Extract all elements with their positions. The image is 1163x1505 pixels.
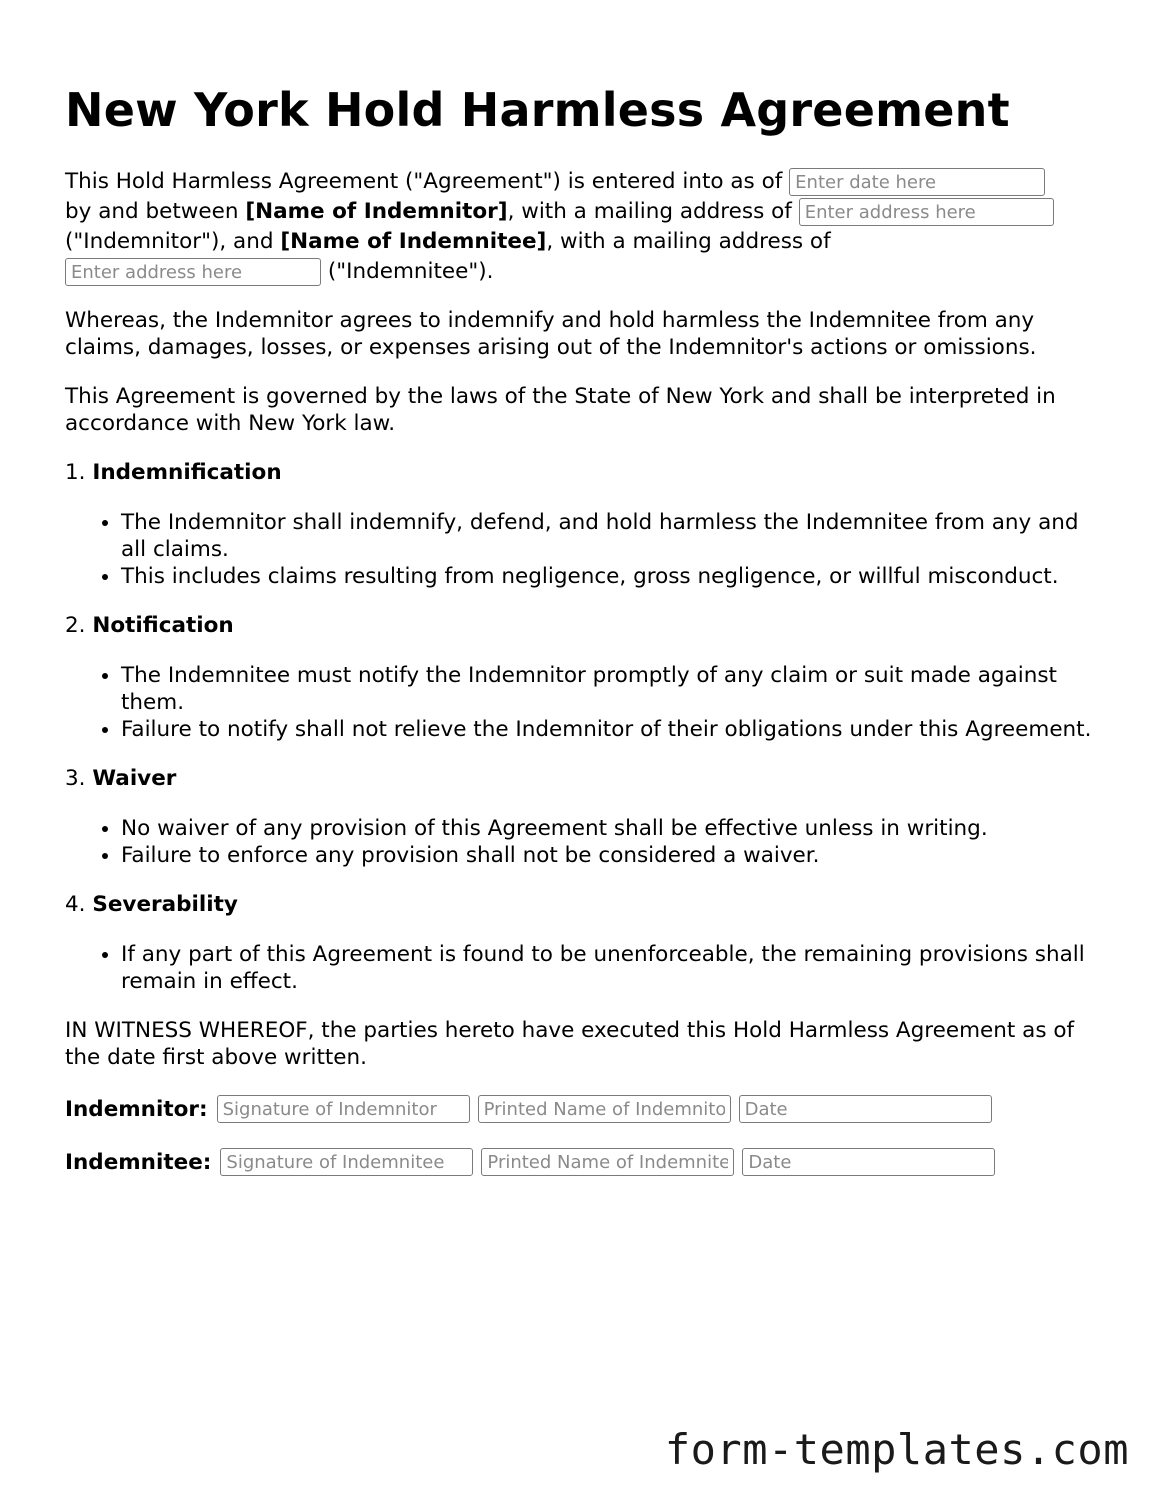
intro-text-2: by and between (65, 199, 239, 224)
section-indemnification (65, 459, 1105, 590)
indemnitee-label: Indemnitee: (65, 1149, 212, 1175)
section-heading (65, 612, 1105, 639)
indemnitee-date-input[interactable] (742, 1148, 995, 1176)
section-heading (65, 459, 1105, 486)
bullet-list (65, 509, 1105, 590)
section-number: 3. (65, 766, 86, 791)
indemnitee-signature-input[interactable] (220, 1148, 473, 1176)
document-title: New York Hold Harmless Agreement (65, 83, 1010, 137)
intro-text-5: , with a mailing address of (546, 229, 831, 254)
witness-paragraph: IN WITNESS WHEREOF, the parties hereto have executed this Hold Harmless Agreement as of the date first above written. (65, 1018, 1075, 1070)
list-item: • The Indemnitor shall indemnify, defend, and hold harmless the Indemnitee from any and all claims. (121, 509, 1105, 563)
indemnitee-signature-row (65, 1146, 1105, 1178)
intro-text-6: ("Indemnitee"). (327, 259, 494, 284)
bullet-list (65, 662, 1105, 743)
indemnitor-label: Indemnitor: (65, 1096, 208, 1122)
indemnitor-signature-row (65, 1093, 1105, 1125)
watermark: form-templates.com (664, 1425, 1129, 1474)
document-page (65, 82, 1105, 1178)
section-severability (65, 891, 1105, 995)
list-item: • No waiver of any provision of this Agreement shall be effective unless in writing. (121, 815, 1105, 842)
bullet-list (65, 815, 1105, 869)
section-title: Severability (92, 892, 238, 917)
whereas-paragraph: Whereas, the Indemnitor agrees to indemnify and hold harmless the Indemnitee from any claims, damages, losses, or expenses arising out of the Indemnitor's actions or omissions. (65, 308, 1037, 360)
intro-text-3: , with a mailing address of (507, 199, 792, 224)
list-item: • If any part of this Agreement is found to be unenforceable, the remaining provisions shall remain in effect. (121, 941, 1105, 995)
intro-text-1: This Hold Harmless Agreement ("Agreement") is entered into as of (65, 169, 783, 194)
section-title: Notification (92, 613, 234, 638)
section-number: 4. (65, 892, 86, 917)
list-item: • The Indemnitee must notify the Indemnitor promptly of any claim or suit made against them. (121, 662, 1105, 716)
agreement-date-input[interactable] (789, 168, 1045, 196)
indemnitor-signature-input[interactable] (217, 1095, 470, 1123)
section-title: Indemnification (92, 460, 282, 485)
intro-paragraph (65, 167, 1105, 287)
indemnitor-printed-name-input[interactable] (478, 1095, 731, 1123)
list-item: • This includes claims resulting from negligence, gross negligence, or willful misconduct. (121, 563, 1105, 590)
indemnitor-date-input[interactable] (739, 1095, 992, 1123)
list-item: • Failure to enforce any provision shall not be considered a waiver. (121, 842, 1105, 869)
indemnitor-name-placeholder: [Name of Indemnitor] (245, 199, 508, 224)
section-waiver (65, 765, 1105, 869)
indemnitor-address-input[interactable] (799, 198, 1054, 226)
list-item: • Failure to notify shall not relieve the Indemnitor of their obligations under this Agreement. (121, 716, 1105, 743)
section-heading (65, 765, 1105, 792)
section-notification (65, 612, 1105, 743)
section-number: 2. (65, 613, 86, 638)
bullet-list (65, 941, 1105, 995)
indemnitee-printed-name-input[interactable] (481, 1148, 734, 1176)
section-heading (65, 891, 1105, 918)
indemnitee-address-input[interactable] (65, 258, 321, 286)
section-number: 1. (65, 460, 86, 485)
governing-law-paragraph: This Agreement is governed by the laws of the State of New York and shall be interpreted in accordance with New York law. (65, 384, 1056, 436)
indemnitee-name-placeholder: [Name of Indemnitee] (280, 229, 547, 254)
section-title: Waiver (92, 766, 177, 791)
intro-text-4: ("Indemnitor"), and (65, 229, 274, 254)
